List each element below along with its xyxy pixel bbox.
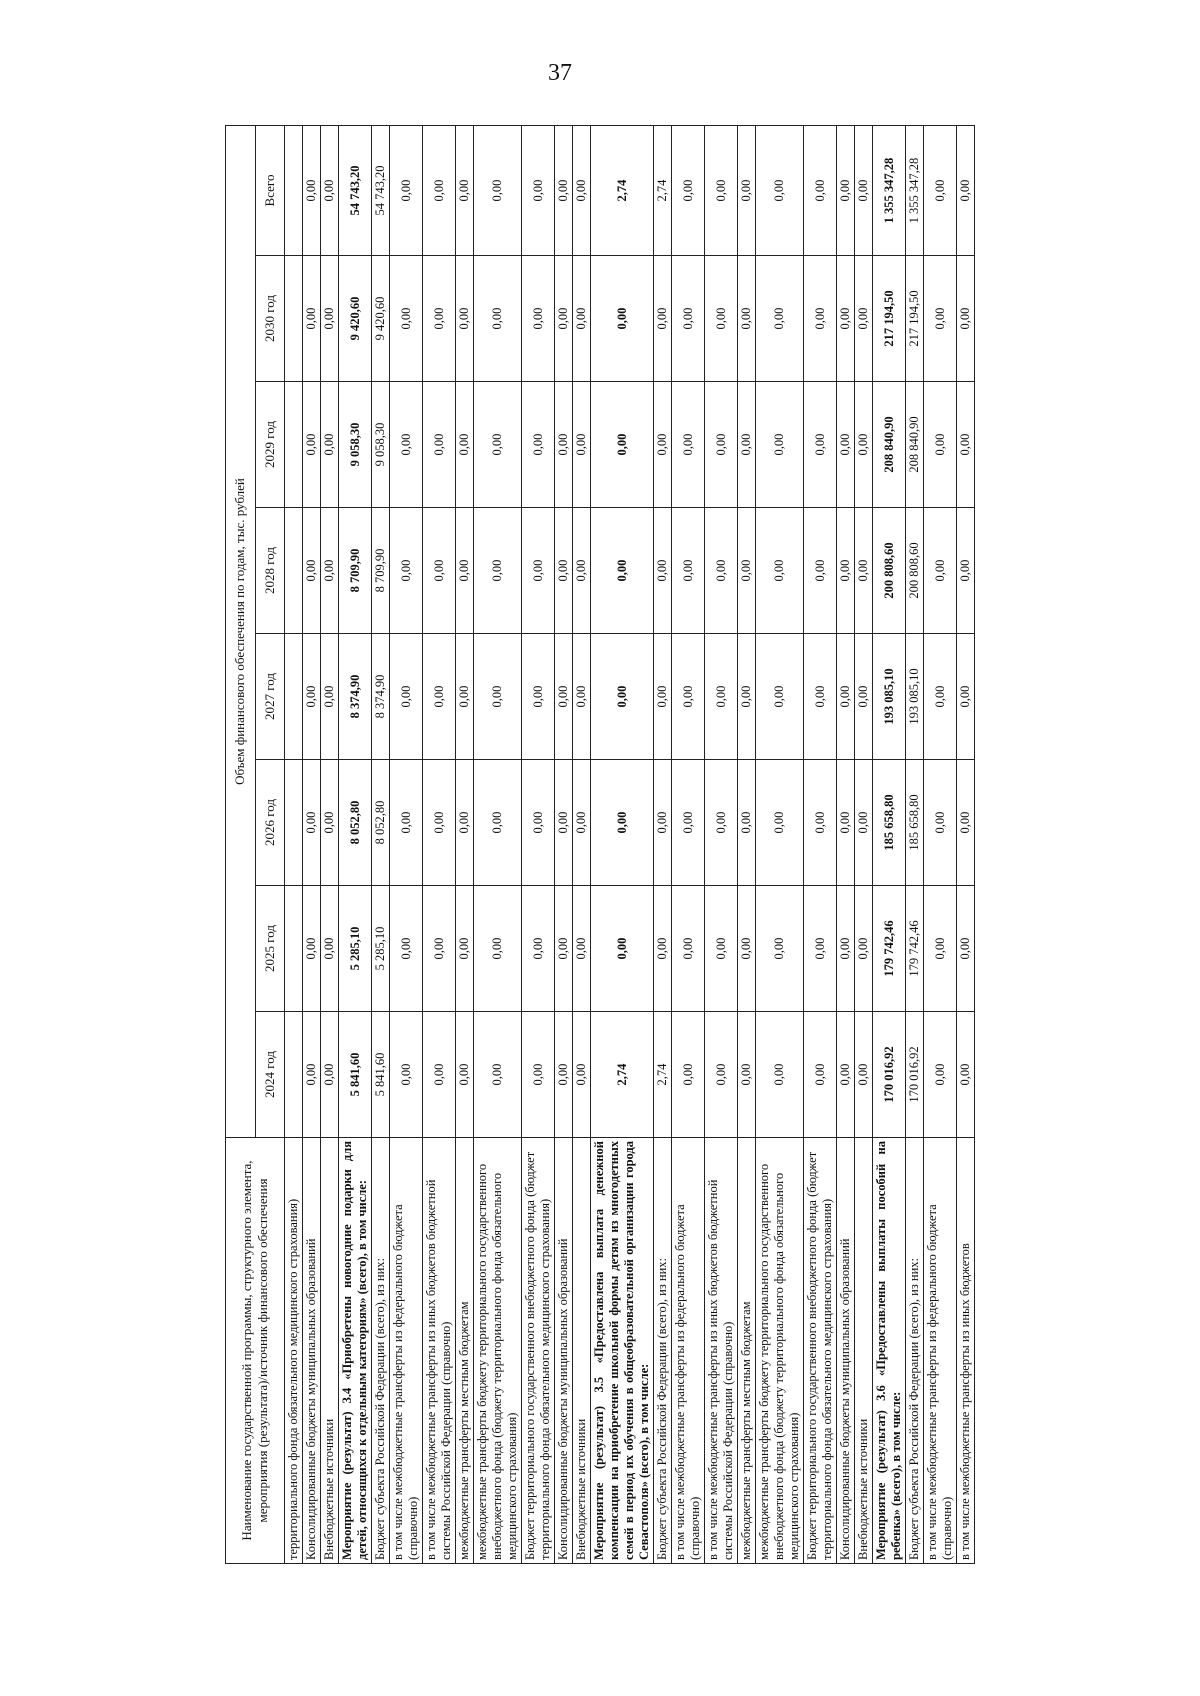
row-value: 0,00 [804, 256, 837, 382]
row-value: 8 052,80 [339, 760, 372, 886]
header-year: 2025 год [255, 886, 285, 1012]
table-row [957, 125, 975, 1563]
row-value: 0,00 [654, 256, 672, 382]
row-total: 54 743,20 [372, 125, 390, 255]
row-value: 0,00 [591, 382, 654, 508]
row-value: 0,00 [573, 760, 591, 886]
row-value: 0,00 [855, 760, 873, 886]
row-name: межбюджетные трансферты местным бюджетам [456, 1138, 474, 1564]
row-name: в том числе межбюджетные трансферты из иных бюджетов [957, 1138, 975, 1564]
row-value [285, 634, 303, 760]
row-value: 0,00 [390, 508, 423, 634]
row-total: 0,00 [474, 125, 522, 255]
row-value: 0,00 [522, 508, 555, 634]
row-value: 0,00 [573, 886, 591, 1012]
row-value: 0,00 [474, 1012, 522, 1138]
row-value: 0,00 [423, 1012, 456, 1138]
row-value: 0,00 [672, 760, 705, 886]
row-value: 0,00 [456, 1012, 474, 1138]
row-value: 0,00 [738, 382, 756, 508]
row-value: 0,00 [738, 508, 756, 634]
row-total: 0,00 [456, 125, 474, 255]
row-value: 5 285,10 [372, 886, 390, 1012]
row-total: 1 355 347,28 [906, 125, 924, 255]
row-value: 0,00 [555, 1012, 573, 1138]
row-value: 0,00 [705, 634, 738, 760]
table-row [573, 125, 591, 1563]
row-total: 0,00 [804, 125, 837, 255]
table-row [672, 125, 705, 1563]
header-year: 2029 год [255, 382, 285, 508]
row-value: 0,00 [957, 508, 975, 634]
row-value: 0,00 [390, 1012, 423, 1138]
row-name: в том числе межбюджетные трансферты из иных бюджетов бюджетной системы Российской Федерации (справочно) [423, 1138, 456, 1564]
table-row [303, 125, 321, 1563]
row-total: 54 743,20 [339, 125, 372, 255]
row-value: 0,00 [924, 256, 957, 382]
row-total: 0,00 [390, 125, 423, 255]
table-row [837, 125, 855, 1563]
row-name: Бюджет субъекта Российской Федерации (всего), из них: [654, 1138, 672, 1564]
row-total: 2,74 [591, 125, 654, 255]
page-number: 37 [548, 60, 572, 86]
row-value: 0,00 [522, 382, 555, 508]
row-value: 0,00 [924, 634, 957, 760]
row-value: 0,00 [522, 760, 555, 886]
row-total: 0,00 [303, 125, 321, 255]
row-value: 0,00 [321, 634, 339, 760]
row-value: 0,00 [522, 256, 555, 382]
row-value: 0,00 [804, 1012, 837, 1138]
row-value: 0,00 [390, 634, 423, 760]
row-value: 0,00 [303, 256, 321, 382]
header-group: Объем финансового обеспечения по годам, тыс. рублей [226, 125, 256, 1137]
row-value: 0,00 [705, 382, 738, 508]
row-value: 0,00 [573, 1012, 591, 1138]
row-name: межбюджетные трансферты бюджету территориального государственного внебюджетного фонда (бюджету территориального фонда обязательного медицинского страхования) [474, 1138, 522, 1564]
row-total: 0,00 [555, 125, 573, 255]
row-value: 0,00 [591, 760, 654, 886]
row-value: 0,00 [756, 760, 804, 886]
row-value: 0,00 [837, 760, 855, 886]
row-value: 170 016,92 [906, 1012, 924, 1138]
row-value: 0,00 [837, 634, 855, 760]
row-name: в том числе межбюджетные трансферты из иных бюджетов бюджетной системы Российской Федерации (справочно) [705, 1138, 738, 1564]
row-value: 0,00 [573, 382, 591, 508]
row-total: 0,00 [756, 125, 804, 255]
table-row [390, 125, 423, 1563]
row-value: 8 709,90 [339, 508, 372, 634]
row-name: Мероприятие (результат) 3.4 «Приобретены новогодние подарки для детей, относящихся к отдельным категориям» (всего), в том числе: [339, 1138, 372, 1564]
row-total: 0,00 [924, 125, 957, 255]
row-value: 217 194,50 [873, 256, 906, 382]
row-value: 0,00 [756, 382, 804, 508]
table-row [756, 125, 804, 1563]
header-year: 2024 год [255, 1012, 285, 1138]
row-value: 0,00 [456, 634, 474, 760]
table-row [855, 125, 873, 1563]
row-value: 0,00 [303, 382, 321, 508]
row-value: 208 840,90 [906, 382, 924, 508]
row-total: 1 355 347,28 [873, 125, 906, 255]
row-value: 0,00 [390, 256, 423, 382]
row-value: 0,00 [555, 256, 573, 382]
row-value: 208 840,90 [873, 382, 906, 508]
row-value: 0,00 [474, 634, 522, 760]
row-value: 0,00 [804, 508, 837, 634]
row-value: 0,00 [654, 886, 672, 1012]
table-row [873, 125, 906, 1563]
row-value: 0,00 [837, 382, 855, 508]
row-value: 0,00 [303, 886, 321, 1012]
row-total [285, 125, 303, 255]
table-row [705, 125, 738, 1563]
row-value: 0,00 [474, 508, 522, 634]
row-value: 0,00 [738, 256, 756, 382]
row-value: 0,00 [303, 508, 321, 634]
header-year: 2027 год [255, 634, 285, 760]
row-value: 0,00 [555, 886, 573, 1012]
row-value: 0,00 [957, 1012, 975, 1138]
row-value: 0,00 [672, 382, 705, 508]
row-value: 0,00 [756, 634, 804, 760]
row-value: 0,00 [804, 382, 837, 508]
row-value: 179 742,46 [906, 886, 924, 1012]
row-value: 0,00 [654, 382, 672, 508]
row-value: 2,74 [591, 1012, 654, 1138]
row-value: 0,00 [423, 886, 456, 1012]
table-row [591, 125, 654, 1563]
row-value: 0,00 [855, 634, 873, 760]
row-value: 0,00 [474, 760, 522, 886]
table-row [285, 125, 303, 1563]
row-value: 0,00 [957, 886, 975, 1012]
row-value: 0,00 [957, 760, 975, 886]
row-value: 0,00 [855, 256, 873, 382]
row-value [285, 508, 303, 634]
table-row [456, 125, 474, 1563]
table-row [522, 125, 555, 1563]
row-value: 0,00 [555, 634, 573, 760]
row-value: 0,00 [423, 760, 456, 886]
row-value: 0,00 [321, 886, 339, 1012]
row-value: 0,00 [855, 382, 873, 508]
row-value: 5 841,60 [372, 1012, 390, 1138]
row-value: 0,00 [456, 256, 474, 382]
row-value: 0,00 [756, 508, 804, 634]
row-value: 0,00 [837, 1012, 855, 1138]
row-value: 0,00 [672, 886, 705, 1012]
row-value: 8 052,80 [372, 760, 390, 886]
row-name: в том числе межбюджетные трансферты из федерального бюджета (справочно) [390, 1138, 423, 1564]
row-value: 0,00 [738, 1012, 756, 1138]
row-value [285, 886, 303, 1012]
table-body [285, 125, 975, 1563]
table-row [906, 125, 924, 1563]
row-name: Консолидированные бюджеты муниципальных образований [837, 1138, 855, 1564]
table-row [924, 125, 957, 1563]
row-value: 0,00 [705, 256, 738, 382]
row-name: Консолидированные бюджеты муниципальных образований [303, 1138, 321, 1564]
row-value: 9 420,60 [339, 256, 372, 382]
row-value: 217 194,50 [906, 256, 924, 382]
row-value: 0,00 [303, 634, 321, 760]
row-value: 0,00 [957, 634, 975, 760]
row-value: 8 374,90 [339, 634, 372, 760]
row-value: 0,00 [672, 634, 705, 760]
row-value: 0,00 [474, 886, 522, 1012]
row-value: 0,00 [321, 256, 339, 382]
row-value: 8 709,90 [372, 508, 390, 634]
row-name: Мероприятие (результат) 3.6 «Предоставлены выплаты пособий на ребенка» (всего), в том числе: [873, 1138, 906, 1564]
row-value: 0,00 [321, 760, 339, 886]
row-value: 0,00 [555, 508, 573, 634]
row-value: 0,00 [591, 256, 654, 382]
row-value: 0,00 [837, 508, 855, 634]
row-value: 0,00 [756, 256, 804, 382]
row-value: 0,00 [738, 886, 756, 1012]
row-value: 0,00 [321, 1012, 339, 1138]
row-value: 0,00 [423, 508, 456, 634]
row-value: 0,00 [672, 1012, 705, 1138]
row-total: 0,00 [837, 125, 855, 255]
row-value: 0,00 [456, 760, 474, 886]
header-year: 2026 год [255, 760, 285, 886]
row-value: 0,00 [591, 508, 654, 634]
row-value [285, 760, 303, 886]
header-year: 2028 год [255, 508, 285, 634]
row-total: 0,00 [957, 125, 975, 255]
row-name: Бюджет субъекта Российской Федерации (всего), из них: [906, 1138, 924, 1564]
row-value: 0,00 [321, 382, 339, 508]
row-value: 0,00 [591, 886, 654, 1012]
row-total: 0,00 [321, 125, 339, 255]
row-value: 0,00 [672, 256, 705, 382]
rotated-table-container [225, 125, 975, 1564]
row-value: 179 742,46 [873, 886, 906, 1012]
header-name-col: Наименование государственной программы, структурного элемента, мероприятия (результата)/источник финансового обеспечения [226, 1138, 285, 1564]
row-value: 0,00 [804, 886, 837, 1012]
row-value: 0,00 [303, 1012, 321, 1138]
row-value: 0,00 [423, 382, 456, 508]
row-value: 0,00 [474, 256, 522, 382]
row-value: 0,00 [804, 634, 837, 760]
row-value: 0,00 [756, 886, 804, 1012]
row-name: Мероприятие (результат) 3.5 «Предоставлена выплата денежной компенсации на приобретение школьной формы детям из многодетных семей в период их обучения в общеобразовательной организации города Севастополя» (всего), в том числе: [591, 1138, 654, 1564]
row-value: 0,00 [591, 634, 654, 760]
row-value: 0,00 [522, 886, 555, 1012]
row-name: Консолидированные бюджеты муниципальных образований [555, 1138, 573, 1564]
row-value: 0,00 [423, 634, 456, 760]
row-value: 0,00 [855, 508, 873, 634]
table-row [654, 125, 672, 1563]
row-value: 5 285,10 [339, 886, 372, 1012]
row-value: 9 058,30 [339, 382, 372, 508]
row-value: 0,00 [924, 1012, 957, 1138]
row-value: 0,00 [456, 382, 474, 508]
row-value: 0,00 [924, 886, 957, 1012]
row-value: 0,00 [390, 760, 423, 886]
table-row [372, 125, 390, 1563]
table-row [555, 125, 573, 1563]
row-value: 0,00 [957, 382, 975, 508]
row-value [285, 1012, 303, 1138]
row-value: 5 841,60 [339, 1012, 372, 1138]
row-total: 0,00 [738, 125, 756, 255]
row-total: 0,00 [423, 125, 456, 255]
row-value: 193 085,10 [906, 634, 924, 760]
row-value: 185 658,80 [906, 760, 924, 886]
row-value [285, 382, 303, 508]
table-row [738, 125, 756, 1563]
row-name: в том числе межбюджетные трансферты из федерального бюджета (справочно) [672, 1138, 705, 1564]
row-value: 0,00 [756, 1012, 804, 1138]
row-value: 8 374,90 [372, 634, 390, 760]
row-name: Бюджет территориального государственного внебюджетного фонда (бюджет территориального фонда обязательного медицинского страхования) [522, 1138, 555, 1564]
financing-table [225, 125, 975, 1564]
row-name: Внебюджетные источники [573, 1138, 591, 1564]
row-value: 0,00 [303, 760, 321, 886]
row-value: 9 058,30 [372, 382, 390, 508]
row-value: 0,00 [456, 508, 474, 634]
row-value: 0,00 [804, 760, 837, 886]
row-value: 0,00 [390, 382, 423, 508]
header-year: 2030 год [255, 256, 285, 382]
table-row [339, 125, 372, 1563]
row-total: 0,00 [855, 125, 873, 255]
row-name: Внебюджетные источники [321, 1138, 339, 1564]
row-value [285, 256, 303, 382]
row-total: 0,00 [705, 125, 738, 255]
row-value: 0,00 [555, 760, 573, 886]
header-row-1 [226, 125, 256, 1563]
row-value: 0,00 [705, 760, 738, 886]
row-total: 0,00 [573, 125, 591, 255]
row-value: 0,00 [837, 886, 855, 1012]
row-value: 0,00 [573, 634, 591, 760]
table-row [321, 125, 339, 1563]
row-value: 0,00 [654, 760, 672, 886]
row-value: 200 808,60 [906, 508, 924, 634]
row-name: межбюджетные трансферты местным бюджетам [738, 1138, 756, 1564]
row-value: 0,00 [738, 760, 756, 886]
row-total: 0,00 [672, 125, 705, 255]
row-value: 193 085,10 [873, 634, 906, 760]
row-value: 0,00 [522, 1012, 555, 1138]
row-name: Внебюджетные источники [855, 1138, 873, 1564]
row-value: 0,00 [738, 634, 756, 760]
row-value: 0,00 [654, 508, 672, 634]
table-row [423, 125, 456, 1563]
row-name: территориального фонда обязательного медицинского страхования) [285, 1138, 303, 1564]
row-value: 0,00 [957, 256, 975, 382]
row-name: межбюджетные трансферты бюджету территориального государственного внебюджетного фонда (бюджету территориального фонда обязательного медицинского страхования) [756, 1138, 804, 1564]
row-value: 0,00 [522, 634, 555, 760]
row-value: 0,00 [321, 508, 339, 634]
row-value: 0,00 [474, 382, 522, 508]
row-value: 185 658,80 [873, 760, 906, 886]
row-value: 0,00 [456, 886, 474, 1012]
row-value: 0,00 [924, 382, 957, 508]
row-value: 9 420,60 [372, 256, 390, 382]
row-name: Бюджет субъекта Российской Федерации (всего), из них: [372, 1138, 390, 1564]
row-value: 0,00 [423, 256, 456, 382]
row-total: 0,00 [522, 125, 555, 255]
row-name: Бюджет территориального государственного внебюджетного фонда (бюджет территориального фонда обязательного медицинского страхования) [804, 1138, 837, 1564]
row-value: 0,00 [672, 508, 705, 634]
row-value: 0,00 [855, 886, 873, 1012]
row-value: 0,00 [573, 256, 591, 382]
header-total: Всего [255, 125, 285, 255]
row-value: 0,00 [855, 1012, 873, 1138]
table-row [474, 125, 522, 1563]
row-total: 2,74 [654, 125, 672, 255]
row-value: 0,00 [924, 760, 957, 886]
row-value: 0,00 [654, 634, 672, 760]
row-value: 0,00 [705, 1012, 738, 1138]
row-value: 170 016,92 [873, 1012, 906, 1138]
row-name: в том числе межбюджетные трансферты из федерального бюджета (справочно) [924, 1138, 957, 1564]
row-value: 2,74 [654, 1012, 672, 1138]
row-value: 0,00 [924, 508, 957, 634]
row-value: 0,00 [837, 256, 855, 382]
row-value: 0,00 [390, 886, 423, 1012]
row-value: 200 808,60 [873, 508, 906, 634]
row-value: 0,00 [555, 382, 573, 508]
row-value: 0,00 [705, 886, 738, 1012]
row-value: 0,00 [705, 508, 738, 634]
row-value: 0,00 [573, 508, 591, 634]
table-row [804, 125, 837, 1563]
